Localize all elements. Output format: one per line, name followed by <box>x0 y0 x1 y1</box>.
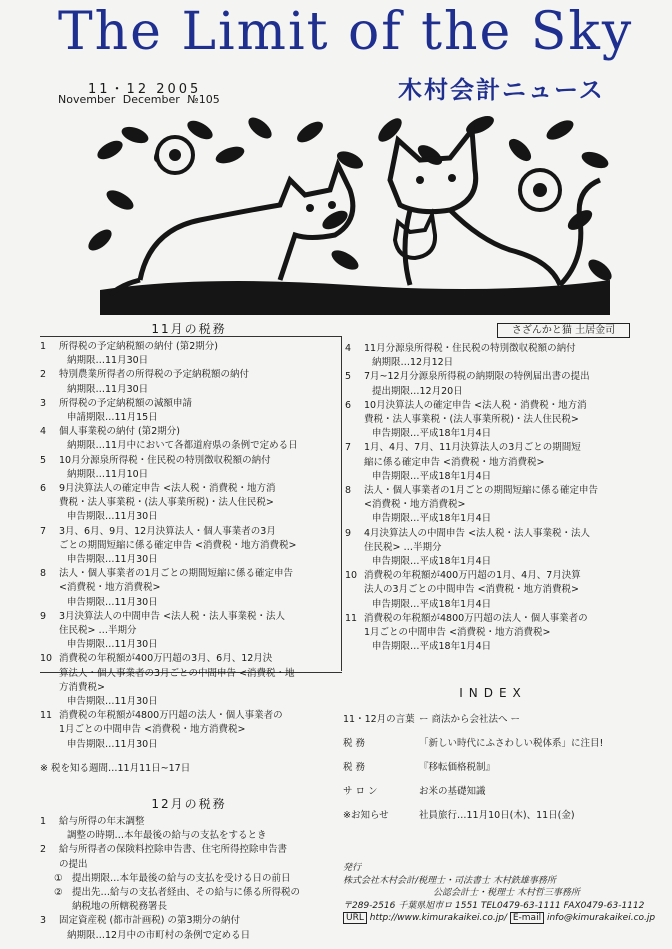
index-key: 11・12月の言葉 <box>343 714 415 725</box>
publisher-label: 発行 <box>343 863 362 873</box>
index-key: 税 務 <box>343 762 366 773</box>
item-text <box>364 441 645 484</box>
item-line: 10月決算法人の確定申告 <法人税・消費税・地方消 <box>364 399 587 411</box>
november-continued-item-list <box>345 342 645 654</box>
item-line: 縮に係る確定申告 <消費税・地方消費税> <box>364 456 545 468</box>
item-text <box>59 425 338 453</box>
item-line: 申告期限…平成18年1月4日 <box>372 470 492 482</box>
item-line: 納期限…11月30日 <box>67 355 149 367</box>
item-line: 法人・個人事業者の1月ごとの期間短縮に係る確定申告 <box>59 568 294 580</box>
item-line: 住民税> …半期分 <box>59 625 137 637</box>
item-number: 4 <box>40 426 47 438</box>
item-text <box>364 569 645 612</box>
issue-numbers: 11・12 2005 <box>88 82 202 97</box>
item-line: 納期限…11月10日 <box>67 468 149 480</box>
item-line: 法人の3月ごとの中間申告 <消費税・地方消費税> <box>364 584 579 596</box>
item-text <box>364 484 645 527</box>
schedule-item <box>40 368 338 396</box>
item-line: 申請期限…11月15日 <box>67 412 158 424</box>
item-text <box>59 709 338 752</box>
item-line: 消費税の年税額が400万円超の1月、4月、7月決算 <box>364 570 581 582</box>
item-text <box>364 399 645 442</box>
publisher-line-1: 株式会社木村会計/税理士・司法書士 木村鉄雄事務所 <box>343 875 556 886</box>
item-line: 3月決算法人の中間申告 <法人税・法人事業税・法人 <box>59 610 286 622</box>
november-tax-schedule <box>40 322 338 776</box>
item-number: 3 <box>40 915 47 927</box>
index-value: 「新しい時代にふさわしい税体系」に注目! <box>419 738 604 749</box>
item-line: 納期限…11月30日 <box>67 383 149 395</box>
item-line: 納期限…12月12日 <box>372 357 454 369</box>
item-line: 申告期限…11月30日 <box>67 738 158 750</box>
masthead <box>0 0 672 110</box>
item-number: 8 <box>345 485 352 497</box>
item-line: 申告期限…11月30日 <box>67 696 158 708</box>
item-text <box>59 652 338 709</box>
newsletter-title: The Limit of the Sky <box>58 2 634 62</box>
publisher-contact <box>343 912 656 925</box>
item-text <box>59 610 338 653</box>
schedule-item <box>40 709 338 752</box>
item-number: 1 <box>40 816 47 827</box>
schedule-item <box>40 610 338 653</box>
item-number: 7 <box>345 442 352 454</box>
schedule-item <box>40 482 338 525</box>
item-line: 納期限…12月中の市町村の条例で定める日 <box>67 929 251 941</box>
item-number: 8 <box>40 568 47 580</box>
schedule-item <box>345 342 645 370</box>
item-text <box>59 340 338 368</box>
item-line: <消費税・地方消費税> <box>59 582 161 594</box>
index-row <box>343 713 643 737</box>
item-line: <消費税・地方消費税> <box>364 499 466 511</box>
schedule-item <box>345 612 645 655</box>
december-heading: 12月の税務 <box>151 797 227 811</box>
sub-item-mark: ① <box>54 872 63 884</box>
sub-item-line: 納税地の所轄税務署長 <box>72 901 168 913</box>
index-panel <box>343 686 643 833</box>
item-text <box>59 368 338 396</box>
item-number: 2 <box>40 844 47 856</box>
item-line: 1月ごとの中間申告 <消費税・地方消費税> <box>59 724 246 736</box>
item-number: 3 <box>40 397 47 409</box>
index-value: ー 商法から会社法へ ー <box>419 714 521 725</box>
item-line: の提出 <box>59 858 88 870</box>
item-text <box>364 370 645 398</box>
item-line: ごとの期間短縮に係る確定申告 <消費税・地方消費税> <box>59 539 297 551</box>
schedule-item <box>345 399 645 442</box>
item-line: 11月分源泉所得税・住民税の特別徴収税額の納付 <box>364 343 576 354</box>
item-line: 算法人・個人事業者の3月ごとの中間申告 <消費税・地 <box>59 667 295 679</box>
item-line: 10月分源泉所得税・住民税の特別徴収税額の納付 <box>59 454 271 466</box>
december-item-list <box>40 815 338 872</box>
item-line: 住民税> …半期分 <box>364 541 442 553</box>
index-row <box>343 761 643 785</box>
index-row <box>343 737 643 761</box>
newsletter-subtitle: 木村会計ニュース <box>398 76 605 104</box>
item-number: 9 <box>40 610 47 622</box>
schedule-item <box>40 425 338 453</box>
email-link[interactable]: info@kimurakaikei.co.jp <box>546 913 656 923</box>
item-text <box>364 342 645 370</box>
schedule-item <box>345 484 645 527</box>
item-line: 申告期限…11月30日 <box>67 596 158 608</box>
illustration-caption: さざんかと猫 土居金司 <box>497 323 630 338</box>
item-text <box>59 843 338 871</box>
index-key: サ ロ ン <box>343 786 378 797</box>
item-number: 6 <box>40 483 47 495</box>
item-line: 消費税の年税額が400万円超の3月、6月、12月決 <box>59 653 273 665</box>
item-text <box>59 454 338 482</box>
tax-week-note: ※ 税を知る週間…11月11日~17日 <box>40 762 191 774</box>
item-text <box>59 567 338 610</box>
cats-woodcut-illustration <box>80 110 620 315</box>
item-line: 所得税の予定納税額の納付 (第2期分) <box>59 341 218 352</box>
index-row <box>343 809 643 833</box>
item-line: 申告期限…平成18年1月4日 <box>372 598 492 610</box>
publisher-info <box>343 862 656 925</box>
schedule-item <box>40 397 338 425</box>
item-line: 申告期限…11月30日 <box>67 511 158 523</box>
item-text <box>364 527 645 570</box>
schedule-item <box>345 527 645 570</box>
schedule-item <box>40 843 338 871</box>
item-line: 方消費税> <box>59 681 105 693</box>
index-value: お米の基礎知識 <box>419 786 486 797</box>
index-key: ※お知らせ <box>343 810 389 821</box>
item-line: 申告期限…11月30日 <box>67 639 158 651</box>
sub-item-text <box>72 872 338 886</box>
item-number: 11 <box>40 710 53 722</box>
item-line: 7月~12月分源泉所得税の納期限の特例届出書の提出 <box>364 371 590 383</box>
november-item-list <box>40 340 338 752</box>
website-link[interactable]: http://www.kimurakaikei.co.jp/ <box>369 913 507 923</box>
item-text <box>59 525 338 568</box>
item-line: 提出期限…12月20日 <box>372 385 463 397</box>
sub-item <box>40 872 338 886</box>
issue-months: November December №105 <box>58 93 220 106</box>
item-number: 4 <box>345 343 352 354</box>
item-line: 1月ごとの中間申告 <消費税・地方消費税> <box>364 627 551 639</box>
sub-item-line: 提出期限…本年最後の給与の支払を受ける日の前日 <box>72 872 291 884</box>
index-heading: INDEX <box>459 686 527 700</box>
item-number: 9 <box>345 527 352 539</box>
item-number: 5 <box>40 454 47 466</box>
item-line: 費税・法人事業税・(法人事業所税)・法人住民税> <box>364 414 579 426</box>
schedule-item <box>345 569 645 612</box>
index-rows <box>343 713 643 833</box>
november-heading: 11月の税務 <box>151 322 227 336</box>
item-line: 費税・法人事業税・(法人事業所税)・法人住民税> <box>59 497 274 509</box>
december-item-list-after <box>40 914 338 942</box>
item-line: 給与所得の年末調整 <box>59 816 145 827</box>
item-line: 所得税の予定納税額の減額申請 <box>59 397 193 409</box>
item-line: 申告期限…平成18年1月4日 <box>372 513 492 525</box>
item-line: 給与所得者の保険料控除申告書、住宅所得控除申告書 <box>59 844 288 856</box>
item-text <box>364 612 645 655</box>
december-tax-schedule <box>40 797 338 943</box>
column-divider <box>341 336 342 671</box>
schedule-item <box>40 652 338 709</box>
sub-item-line: 提出先…給与の支払者経由、その給与に係る所得税の <box>72 887 301 899</box>
item-line: 3月、6月、9月、12月決算法人・個人事業者の3月 <box>59 525 276 537</box>
schedule-item <box>40 525 338 568</box>
item-line: 消費税の年税額が4800万円超の法人・個人事業者の <box>364 612 588 624</box>
email-label: E-mail <box>510 912 544 924</box>
item-line: 1月、4月、7月、11月決算法人の3月ごとの期間短 <box>364 442 581 454</box>
item-line: 申告期限…平成18年1月4日 <box>372 556 492 568</box>
item-line: 申告期限…11月30日 <box>67 554 158 566</box>
item-number: 11 <box>345 612 358 624</box>
item-line: 特別農業所得者の所得税の予定納税額の納付 <box>59 369 250 381</box>
item-text <box>59 482 338 525</box>
sub-item-text <box>72 886 338 914</box>
schedule-item <box>40 914 338 942</box>
schedule-item <box>345 441 645 484</box>
schedule-item <box>40 567 338 610</box>
index-key: 税 務 <box>343 738 366 749</box>
schedule-item <box>345 370 645 398</box>
item-text <box>59 815 338 843</box>
publisher-line-2: 公認会計士・税理士 木村哲三事務所 <box>433 888 580 898</box>
schedule-item <box>40 815 338 843</box>
item-number: 5 <box>345 371 352 383</box>
december-sub-item-list <box>40 872 338 915</box>
url-label: URL <box>343 912 367 924</box>
item-line: 4月決算法人の中間申告 <法人税・法人事業税・法人 <box>364 527 591 539</box>
index-value: 社員旅行…11月10日(木)、11日(金) <box>419 810 575 821</box>
item-number: 6 <box>345 399 352 411</box>
sub-item <box>40 886 338 914</box>
november-tax-schedule-continued <box>345 342 645 654</box>
index-value: 『移転価格税制』 <box>419 762 496 773</box>
item-text <box>59 914 338 942</box>
item-number: 2 <box>40 369 47 381</box>
item-line: 固定資産税 (都市計画税) の第3期分の納付 <box>59 915 240 927</box>
item-number: 7 <box>40 525 47 537</box>
schedule-item <box>40 340 338 368</box>
item-line: 個人事業税の納付 (第2期分) <box>59 426 180 438</box>
index-row <box>343 785 643 809</box>
item-line: 消費税の年税額が4800万円超の法人・個人事業者の <box>59 710 283 722</box>
schedule-item <box>40 454 338 482</box>
item-line: 申告期限…平成18年1月4日 <box>372 641 492 653</box>
item-number: 1 <box>40 341 47 352</box>
item-line: 納期限…11月中において各都道府県の条例で定める日 <box>67 440 298 452</box>
item-line: 法人・個人事業者の1月ごとの期間短縮に係る確定申告 <box>364 485 599 497</box>
item-number: 10 <box>40 653 53 665</box>
item-line: 調整の時期…本年最後の給与の支払をするとき <box>67 830 267 842</box>
sub-item-mark: ② <box>54 887 63 899</box>
item-number: 10 <box>345 570 358 582</box>
item-line: 9月決算法人の確定申告 <法人税・消費税・地方消 <box>59 483 276 495</box>
publisher-address: 〒289-2516 千葉県旭市ロ 1551 TEL0479-63-1111 FAX0479-63-1112 <box>343 900 645 911</box>
item-text <box>59 397 338 425</box>
item-line: 申告期限…平成18年1月4日 <box>372 428 492 440</box>
